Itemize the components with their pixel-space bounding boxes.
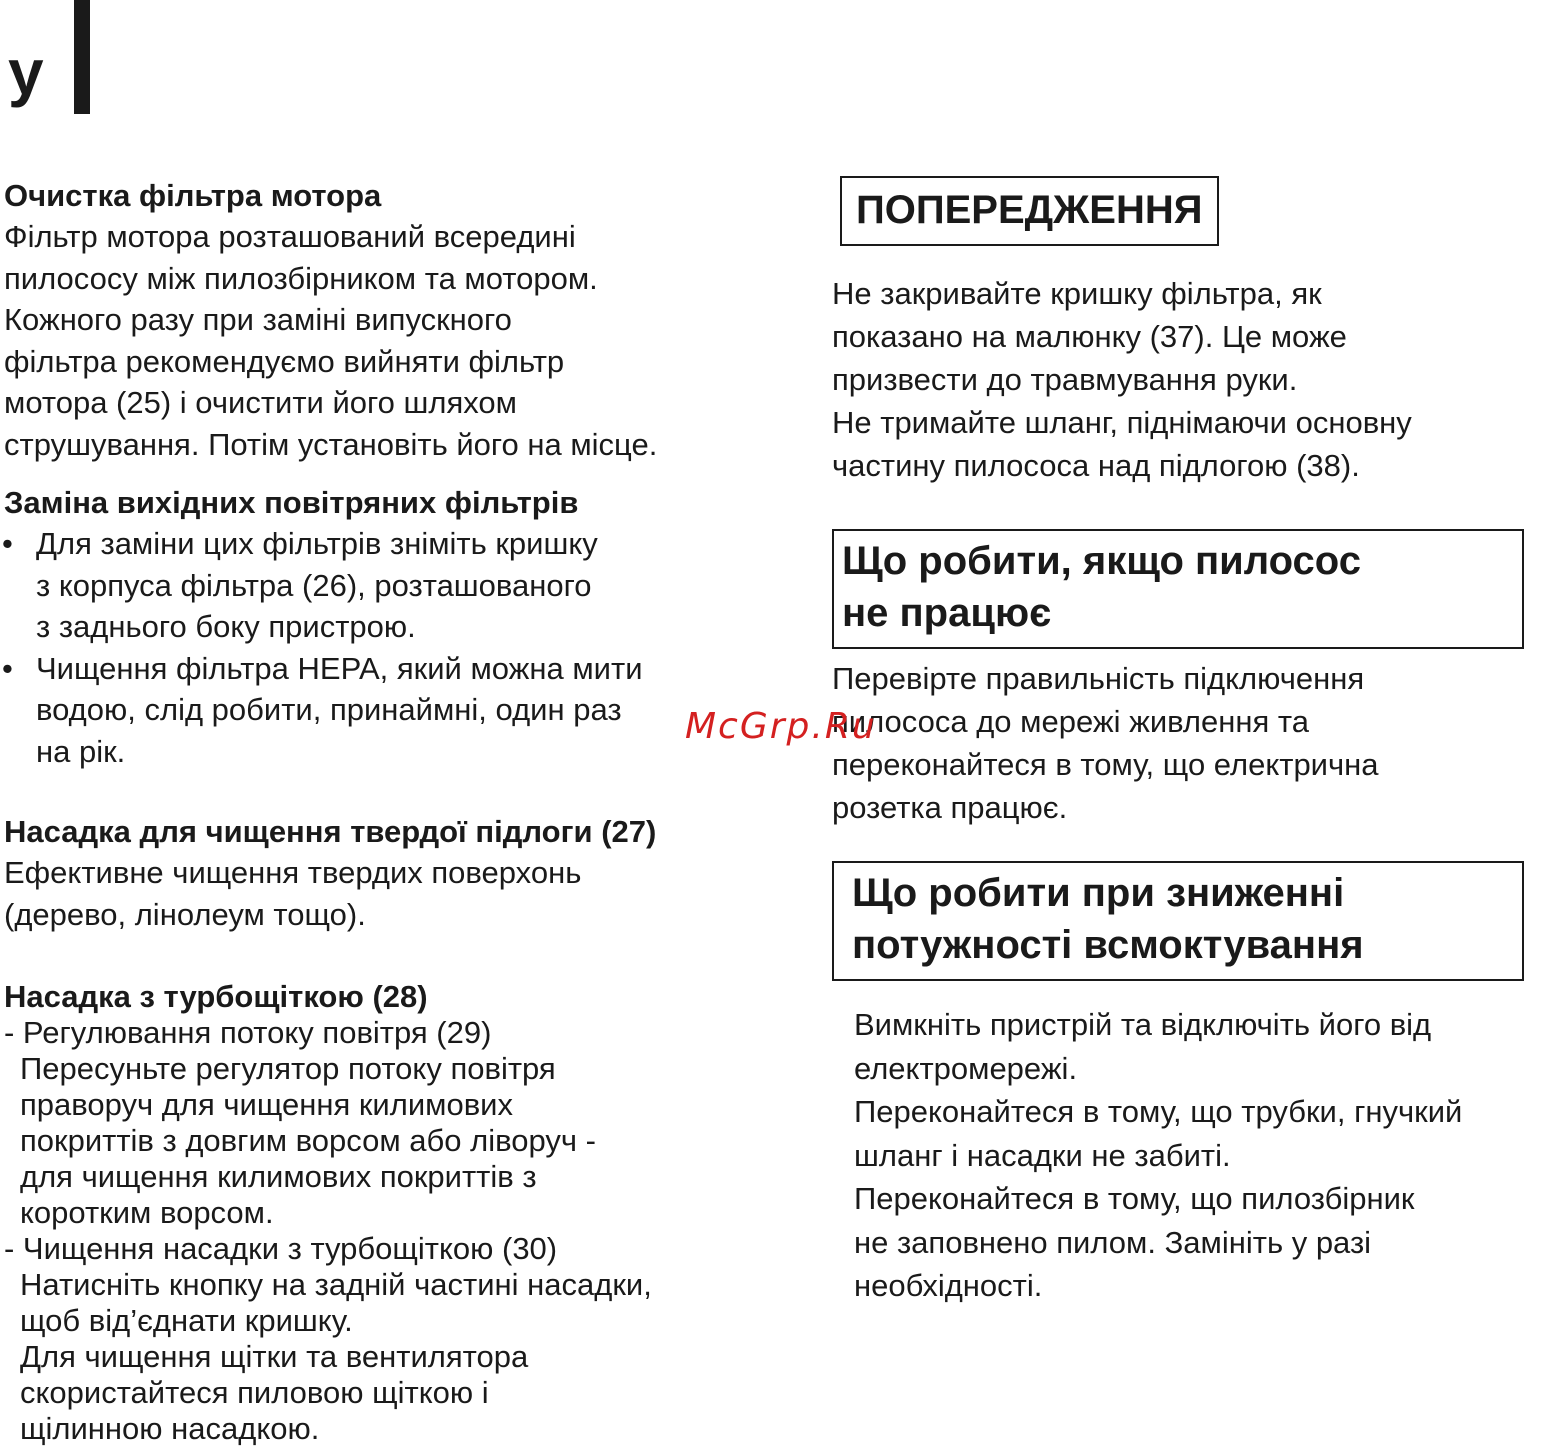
text-line: Переконайтеся в тому, що пилозбірник [854, 1181, 1415, 1216]
text-line: Не закривайте кришку фільтра, як [832, 276, 1322, 311]
text-line: Кожного разу при заміні випускного [4, 302, 512, 337]
turbo-brush-section [4, 979, 724, 1447]
text-line: Для заміни цих фільтрів зніміть кришку [36, 526, 598, 561]
low-suction-title-box [832, 861, 1524, 981]
text-line: Не тримайте шланг, піднімаючи основну [832, 405, 1412, 440]
watermark: McGrp.Ru [685, 706, 877, 747]
text-line: скористайтеся пиловою щіткою і [20, 1375, 489, 1410]
list-item [4, 648, 724, 773]
text-line: пилососу між пилозбірником та мотором. [4, 260, 598, 296]
not-working-title-line: Що робити, якщо пилосос [842, 539, 1361, 583]
text-line: Натисніть кнопку на задній частині насадки, [20, 1267, 652, 1302]
bullet-icon: • [2, 526, 13, 561]
low-suction-title-line: потужності всмоктування [852, 923, 1364, 967]
hard-floor-title: Насадка для чищення твердої підлоги (27) [4, 814, 657, 849]
text-line: щоб від’єднати кришку. [20, 1303, 353, 1338]
exhaust-filters-title: Заміна вихідних повітряних фільтрів [4, 485, 579, 520]
text-line: частину пилососа над підлогою (38). [832, 448, 1360, 483]
brush-cleaning-subtitle: - Чищення насадки з турбощіткою (30) [4, 1231, 558, 1266]
text-line: пилососа до мережі живлення та [832, 704, 1309, 739]
airflow-subtitle: - Регулювання потоку повітря (29) [4, 1015, 492, 1050]
warning-section [832, 176, 1552, 487]
text-line: Фільтр мотора розташований всередині [4, 219, 576, 254]
text-line: водою, слід робити, принаймні, один раз [36, 692, 622, 727]
text-line: коротким ворсом. [20, 1195, 274, 1230]
text-line: щілинною насадкою. [20, 1411, 320, 1446]
text-line: розетка працює. [832, 790, 1068, 825]
text-line: електромережі. [854, 1050, 1078, 1086]
left-column [4, 176, 724, 1447]
text-line: Вимкніть пристрій та відключіть його від [854, 1007, 1432, 1042]
text-line: шланг і насадки не забиті. [854, 1137, 1231, 1173]
text-line: показано на малюнку (37). Це може [832, 319, 1347, 354]
text-line: покриттів з довгим ворсом або ліворуч - [20, 1123, 596, 1158]
low-suction-section [832, 861, 1552, 1308]
motor-filter-title: Очистка фільтра мотора [4, 178, 382, 213]
text-line: необхідності. [854, 1268, 1043, 1303]
text-line: Перевірте правильність підключення [832, 661, 1365, 696]
warning-title-box [840, 176, 1219, 246]
text-line: мотора (25) і очистити його шляхом [4, 385, 517, 420]
right-column [832, 176, 1552, 1308]
text-line: призвести до травмування руки. [832, 362, 1298, 397]
warning-title: ПОПЕРЕДЖЕННЯ [856, 188, 1203, 232]
low-suction-title-line: Що робити при зниженні [852, 871, 1345, 915]
bullet-icon: • [2, 650, 13, 686]
text-line: переконайтеся в тому, що електрична [832, 747, 1379, 782]
not-working-section [832, 529, 1552, 829]
exhaust-filters-section [4, 483, 724, 772]
hard-floor-section [4, 812, 724, 935]
text-line: з корпуса фільтра (26), розташованого [36, 567, 592, 603]
language-marker: у [8, 36, 44, 108]
text-line: (дерево, лінолеум тощо). [4, 896, 366, 932]
text-line: праворуч для чищення килимових [20, 1087, 513, 1122]
text-line: Чищення фільтра HEPA, який можна мити [36, 650, 643, 686]
text-line: не заповнено пилом. Замініть у разі [854, 1224, 1372, 1260]
not-working-title-line: не працює [842, 591, 1052, 635]
not-working-title-box [832, 529, 1524, 649]
text-line: Для чищення щітки та вентилятора [20, 1339, 529, 1374]
list-item [4, 523, 724, 648]
turbo-brush-title: Насадка з турбощіткою (28) [4, 979, 428, 1014]
text-line: Ефективне чищення твердих поверхонь [4, 855, 582, 890]
text-line: Переконайтеся в тому, що трубки, гнучкий [854, 1094, 1463, 1129]
text-line: для чищення килимових покриттів з [20, 1159, 537, 1194]
text-line: фільтра рекомендуємо вийняти фільтр [4, 343, 565, 379]
motor-filter-section [4, 176, 724, 465]
text-line: з заднього боку пристрою. [36, 609, 416, 644]
text-line: на рік. [36, 733, 126, 769]
text-line: струшування. Потім установіть його на місце. [4, 426, 658, 462]
language-marker-bar [74, 0, 90, 114]
text-line: Пересуньте регулятор потоку повітря [20, 1051, 556, 1086]
